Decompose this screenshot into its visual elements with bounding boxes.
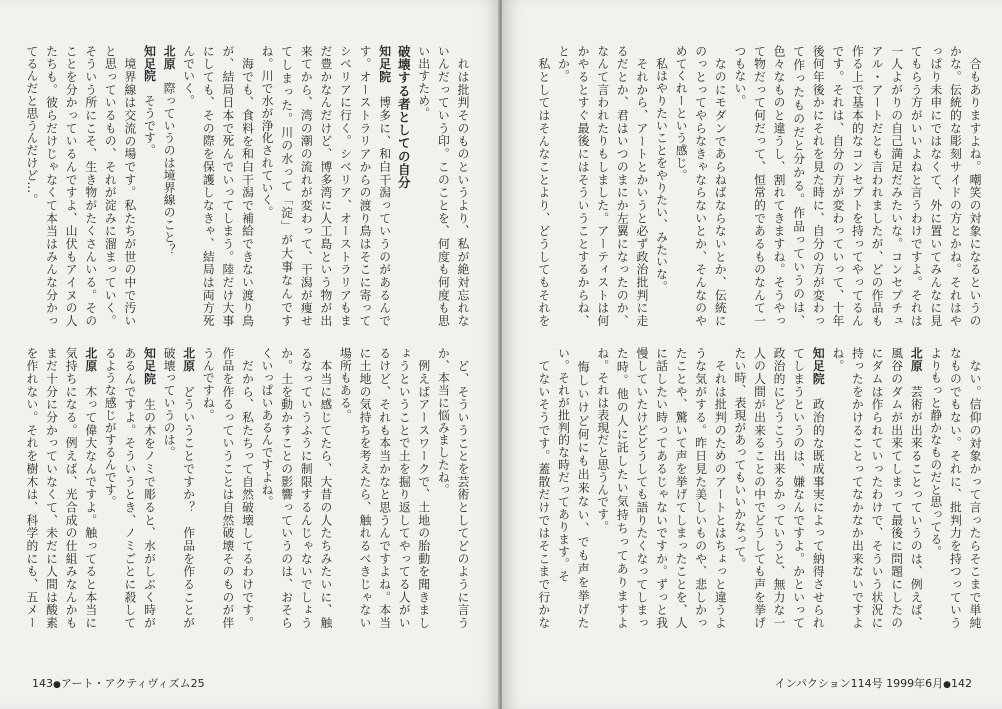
paragraph-text: 私はやりたいことをやりたい、みたいな。	[654, 57, 669, 294]
paragraph	[100, 347, 159, 629]
right-lower-text	[532, 347, 984, 629]
paragraph	[651, 45, 671, 327]
paragraph	[925, 347, 984, 629]
speaker-name: 北原	[909, 347, 924, 386]
speaker-name: 北原	[162, 45, 177, 83]
paragraph	[159, 347, 198, 629]
left-lower-text	[20, 347, 472, 629]
speaker-name: 知足院	[377, 45, 392, 97]
paragraph-text: そうです。	[142, 94, 157, 157]
paragraph	[729, 45, 984, 327]
paragraph-text: だから、私たちって自然破壊してるわけです。作品を作るっていうことは自然破壊そのものが伴うんですね。	[201, 347, 255, 629]
right-running-title: インパクション114号	[774, 677, 883, 690]
right-page	[502, 0, 1002, 709]
paragraph	[553, 347, 592, 629]
right-issue-date: 1999年6月	[886, 677, 944, 690]
paragraph	[198, 347, 257, 629]
paragraph	[413, 45, 472, 327]
bullet-icon: ●	[943, 680, 951, 690]
paragraph-text: 木って偉大なんですよ。触ってると本当に気持ちになる。例えば、光合成の仕組みなんかもまだ十分に分かっていなくて、未だに人間は酸素を作れない。それを樹木は、科学的にも、五メー	[24, 347, 98, 629]
right-upper-text	[532, 45, 984, 327]
right-footer	[775, 675, 972, 691]
paragraph	[178, 45, 256, 327]
paragraph-text: ど、そういうことを芸術としてどのように言うか、本当に悩みましたね。	[436, 347, 470, 629]
paragraph-text: 生の木をノミで彫ると、水がしぶく時があるんですよ。そういうとき、ノミごとに殺してるような感じがするんです。	[103, 347, 157, 629]
paragraph-text: ない。信仰の対象かって言ったらそこまで単純なものでもない。それに、批判力を持つっていうよりもっと静かなものだと思ってる。	[928, 347, 982, 629]
speaker-name: 知足院	[811, 347, 826, 399]
paragraph-text: なのにモダンであらねばならないとか、伝統にのっとってやらなきゃならないとか、そんなのやめてくれーという感じ。	[674, 45, 728, 327]
paragraph	[553, 45, 651, 327]
left-page-number: 143	[32, 677, 53, 690]
paragraph-text: それは批判のためのアートとはちょっと違うような気がする。昨日見た美しいものや、悲しかったことや、驚いて声を挙げてしまったことを、人に話したい時ってあるじゃないですか。ずっと我慢していたけどどうしても語りたくなってしまった時。他の人に託したい気持ちってありますよね。それは表現だと思うんです。	[595, 347, 728, 629]
bullet-icon: ●	[53, 680, 61, 690]
paragraph-text: どういうことですか？ 作品を作ることが破壊っていうのは。	[162, 347, 196, 629]
paragraph	[21, 45, 139, 327]
paragraph	[532, 347, 553, 629]
paragraph	[256, 45, 393, 327]
paragraph-text: てないそうです。蓋散だけではそこまで行かな	[536, 359, 551, 629]
paragraph-text: 境界線は交流の場です。私たちが世の中で汚いと思っているもの、それが淀みに溜まっていく。そういう所にこそ、生き物がたくさんいる。そのことを分かっているんですよ、山伏もアイヌの人たちも。彼らだけじゃなくて本当はみんな分かってるんだと思うんだけど…。	[24, 45, 137, 327]
left-footer	[32, 675, 205, 691]
paragraph-text: 海でも、食料を和白干潟で補給できない渡り鳥が、結局日本で死んでいってしまう。陸だけ大事にしても、その際を保護しなきゃ、結局は両方死んでいく。	[181, 45, 255, 327]
paragraph-text: 政治的な既成事実によって納得させられてしまうというのは、嫌なんですよ。かといって政治的にどうこう出来るかっていうと、無力な一人の人間が出来ることの中でどうしても声を挙げたい時、表現があってもいいかなって。	[732, 347, 826, 629]
paragraph-text: 博多に、和白干潟っていうのがあるんです。オーストラリアからの渡り鳥はそこに寄ってシベリアに行く。シベリア、オーストラリアもまだ豊かなんだけど、博多湾に人工島という物が出来てから、湾の潮の流れが変わって、干潟が痩せてしまった。川の水って「淀」が大事なんですね。川で水が浄化されていく。	[260, 45, 392, 327]
paragraph-text: 悔しいけど何にも出来ない、でも声を挙げたい。それが批判的な時だってあります。そ	[556, 347, 591, 629]
left-running-title: アート・アクティヴィズム25	[60, 677, 205, 690]
paragraph-text: 際っていうのは境界線のこと？	[162, 82, 177, 256]
speaker-name: 知足院	[142, 347, 157, 399]
paragraph	[20, 347, 100, 629]
left-upper-text	[20, 45, 472, 327]
paragraph-text: それから、アートとかいうと必ず政治批判に走るだとか、君はいつのまにか左翼になったのか、なんて言われたりもしました。アーティストは何かやるとすぐ最後にはそういうことするからね、とか。	[556, 45, 649, 327]
section-heading: 破壊する者としての自分	[396, 45, 412, 190]
paragraph	[335, 347, 433, 629]
paragraph	[139, 45, 159, 327]
right-page-number: 142	[951, 677, 972, 690]
paragraph	[592, 347, 729, 629]
paragraph-text: 本当に感じてたら、大昔の人たちみたいに、触るなっていうふうに制限するんじゃないでしょうか。土を動かすことの影響っていうのは、おそらくいっぱいあるんですよね。	[260, 347, 333, 629]
left-page	[0, 0, 500, 709]
paragraph	[433, 347, 472, 629]
speaker-name: 知足院	[142, 45, 157, 95]
paragraph	[256, 347, 334, 629]
paragraph	[532, 45, 553, 327]
paragraph-text: 芸術が出来ることっていうのは、例えば、風谷のダムが出来てしまって最後に問題にしたのにダムは作られていったわけで、そういう状況に持ったをかけることってなかなか出来ないですよね。	[830, 347, 924, 629]
paragraph	[671, 45, 730, 327]
speaker-name: 北原	[83, 347, 98, 386]
paragraph-text: 私としてはそんなことより、どうしてもそれを	[536, 57, 551, 327]
paragraph-text: 例えばアースワークで、土地の胎動を聞きましょうということで土を掘り返してやってる人がいるけど、それも本当かなと思うんですよね。本当に土地の気持ちを考えたら、触れるべきじゃない場所もある。	[338, 347, 431, 629]
paragraph-text: 合もありますよね。嘲笑の対象になるというのかな。伝統的な彫刻サイドの方とかね。それはやっぱり未申にではなくて、外に置いてみんなに見てもらう方がいいよねと言うわけですよ。それは一人よがりの自己満足だみたいな。コンセプチュアル・アートだとも言われましたが、どの作品も作る上で基本的なコンセプトを持ってやってるんです。それは、自分の方が変わっていって、十年後何年後かにそれを見た時に、自分の方が変わって作ったものだと分かる。作品っていうのは、色々なものと違うし、割れてきますね。そうやって物だって何だって、恒常的であるものなんて一つもない。	[732, 45, 982, 327]
paragraph	[827, 347, 925, 629]
paragraph	[729, 347, 827, 629]
speaker-name: 北原	[181, 347, 196, 386]
paragraph-text: れは批判そのものというより、私が絶対忘れないんだっていう印。このことを、何度も何度も思い出すため。	[416, 45, 470, 327]
paragraph	[159, 45, 179, 327]
